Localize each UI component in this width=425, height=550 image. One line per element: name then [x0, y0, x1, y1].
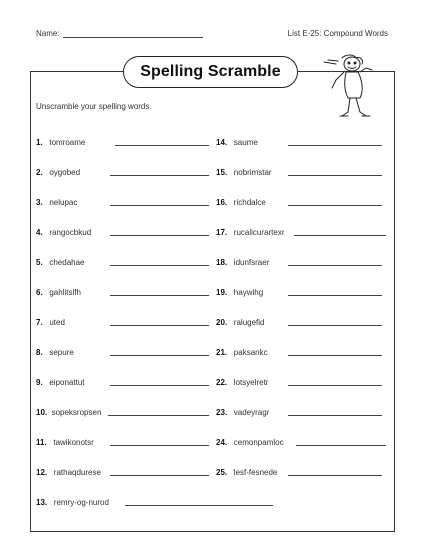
list-item: [36, 468, 101, 477]
list-item: [36, 168, 80, 177]
scrambled-word: richdalce: [233, 198, 266, 207]
scrambled-word: lotsyelretr: [233, 378, 269, 387]
list-item: [216, 168, 272, 177]
answer-line[interactable]: [288, 175, 382, 176]
item-number: 21.: [216, 348, 228, 357]
list-item: [36, 318, 65, 327]
item-number: 22.: [216, 378, 228, 387]
list-label: List E-25: Compound Words: [287, 29, 388, 38]
answer-line[interactable]: [110, 235, 209, 236]
list-item: [216, 258, 269, 267]
item-number: 20.: [216, 318, 228, 327]
scrambled-word: chedahae: [49, 258, 85, 267]
list-item: [216, 438, 284, 447]
list-item: [216, 468, 277, 477]
item-number: 3.: [36, 198, 43, 207]
item-number: 25.: [216, 468, 228, 477]
scrambled-word: ralugefid: [233, 318, 265, 327]
item-number: 13.: [36, 498, 48, 507]
scrambled-word: gahlitslfh: [49, 288, 81, 297]
item-number: 18.: [216, 258, 228, 267]
answer-line[interactable]: [110, 355, 209, 356]
list-item: [36, 498, 109, 507]
item-number: 17.: [216, 228, 228, 237]
list-item: [216, 228, 284, 237]
cartoon-character-illustration: [322, 52, 392, 122]
list-item: [36, 438, 94, 447]
answer-line[interactable]: [294, 235, 386, 236]
answer-line[interactable]: [110, 295, 209, 296]
worksheet-title: [123, 56, 298, 88]
list-item: [216, 198, 266, 207]
scrambled-word: eiponattut: [49, 378, 85, 387]
list-item: [36, 258, 85, 267]
answer-line[interactable]: [288, 415, 382, 416]
answer-line[interactable]: [125, 505, 273, 506]
scrambled-word: rucalicurartexr: [233, 228, 285, 237]
instruction-text: Unscramble your spelling words.: [36, 102, 152, 111]
list-item: [36, 198, 77, 207]
answer-line[interactable]: [288, 145, 382, 146]
list-item: [36, 288, 81, 297]
scrambled-word: cemonpamloc: [233, 438, 284, 447]
list-item: [36, 228, 91, 237]
item-number: 11.: [36, 438, 47, 447]
item-number: 15.: [216, 168, 228, 177]
scrambled-word: lesf-fesnede: [233, 468, 278, 477]
scrambled-word: paksankc: [233, 348, 268, 357]
item-number: 1.: [36, 138, 43, 147]
item-number: 14.: [216, 138, 228, 147]
name-input-line[interactable]: [63, 37, 203, 38]
scrambled-word: oygobed: [49, 168, 81, 177]
answer-line[interactable]: [288, 265, 382, 266]
scrambled-word: vadeyragr: [233, 408, 270, 417]
list-item: [216, 348, 268, 357]
item-number: 19.: [216, 288, 228, 297]
item-number: 12.: [36, 468, 48, 477]
list-item: [216, 378, 268, 387]
answer-line[interactable]: [288, 355, 382, 356]
answer-line[interactable]: [110, 475, 209, 476]
answer-line[interactable]: [110, 385, 209, 386]
list-item: [36, 378, 84, 387]
answer-line[interactable]: [288, 325, 382, 326]
name-label: Name:: [36, 29, 60, 38]
item-number: 10.: [36, 408, 48, 417]
answer-line[interactable]: [288, 385, 382, 386]
answer-line[interactable]: [288, 295, 382, 296]
scrambled-word: haywihg: [233, 288, 264, 297]
answer-line[interactable]: [110, 265, 209, 266]
scrambled-word: uted: [49, 318, 65, 327]
answer-line[interactable]: [115, 145, 209, 146]
scrambled-word: tomroame: [49, 138, 86, 147]
item-number: 5.: [36, 258, 43, 267]
answer-line[interactable]: [110, 205, 209, 206]
item-number: 16.: [216, 198, 228, 207]
answer-line[interactable]: [288, 475, 382, 476]
item-number: 9.: [36, 378, 43, 387]
scrambled-word: nobrimstar: [233, 168, 272, 177]
item-number: 8.: [36, 348, 43, 357]
list-item: [216, 408, 269, 417]
list-item: [36, 138, 85, 147]
worksheet-title-text: Spelling Scramble: [140, 63, 281, 80]
answer-line[interactable]: [110, 445, 209, 446]
scrambled-word: tawikonotsr: [53, 438, 94, 447]
answer-line[interactable]: [108, 415, 209, 416]
answer-line[interactable]: [296, 445, 386, 446]
list-item: [36, 408, 101, 417]
answer-line[interactable]: [288, 205, 382, 206]
answer-line[interactable]: [110, 175, 209, 176]
scrambled-word: sepure: [49, 348, 74, 357]
answer-line[interactable]: [110, 325, 209, 326]
item-number: 7.: [36, 318, 43, 327]
scrambled-word: rangocbkud: [49, 228, 92, 237]
list-item: [36, 348, 74, 357]
scrambled-word: rathaqdurese: [53, 468, 101, 477]
list-item: [216, 288, 263, 297]
list-item: [216, 318, 264, 327]
list-item: [216, 138, 258, 147]
item-number: 4.: [36, 228, 43, 237]
item-number: 6.: [36, 288, 43, 297]
scrambled-word: sopeksropsen: [51, 408, 102, 417]
item-number: 24.: [216, 438, 228, 447]
scrambled-word: saume: [233, 138, 258, 147]
item-number: 23.: [216, 408, 228, 417]
item-number: 2.: [36, 168, 43, 177]
scrambled-word: nelupac: [49, 198, 78, 207]
scrambled-word: idunfsraer: [233, 258, 270, 267]
scrambled-word: remry-og-nurod: [53, 498, 109, 507]
